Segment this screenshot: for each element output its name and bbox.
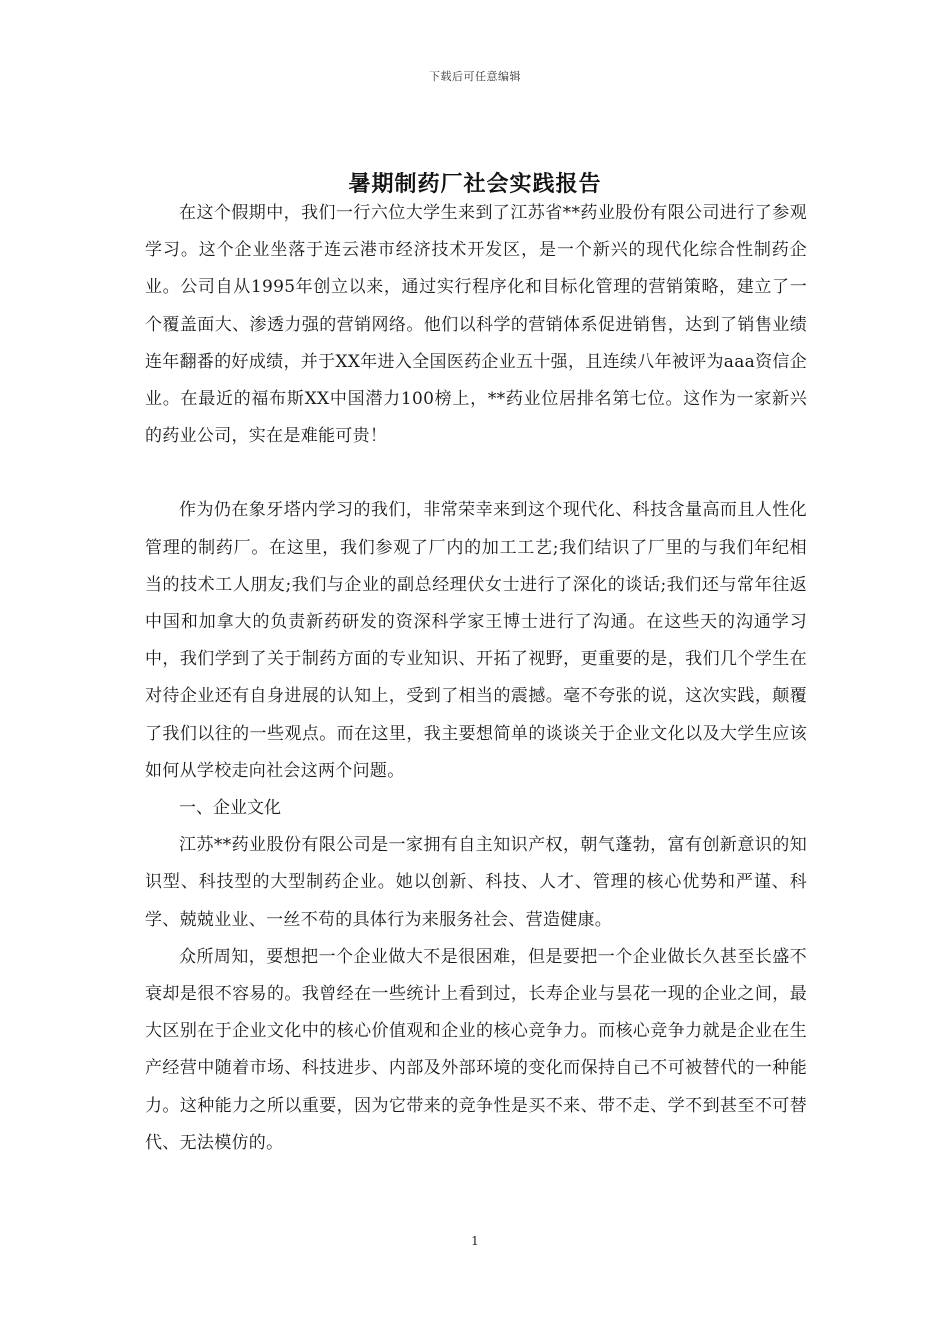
paragraph-competitiveness: 众所周知，要想把一个企业做大不是很困难，但是要把一个企业做长久甚至长盛不衰却是很不容易的。我曾经在一些统计上看到过，长寿企业与昙花一现的企业之间，最大区别在于企业文化中的核心价值观和企业的核心竞争力。而核心竞争力就是企业在生产经营中随着市场、科技进步、内部及外部环境的变化而保持自己不可被替代的一种能力。这种能力之所以重要，因为它带来的竞争性是买不来、带不走、学不到甚至不可替代、无法模仿的。 — [145, 946, 807, 1153]
section-heading-culture: 一、企业文化 — [179, 798, 281, 819]
header-note: 下载后可任意编辑 — [429, 70, 521, 83]
document-body — [145, 195, 807, 1162]
page-title: 暑期制药厂社会实践报告 — [348, 170, 602, 197]
paragraph-visit: 作为仍在象牙塔内学习的我们，非常荣幸来到这个现代化、科技含量高而且人性化管理的制药厂。在这里，我们参观了厂内的加工工艺;我们结识了厂里的与我们年纪相当的技术工人朋友;我们与企业的副总经理伏女士进行了深化的谈话;我们还与常年往返中国和加拿大的负责新药研发的资深科学家王博士进行了沟通。在这些天的沟通学习中，我们学到了关于制药方面的专业知识、开拓了视野，更重要的是，我们几个学生在对待企业还有自身进展的认知上，受到了相当的震撼。毫不夸张的说，这次实践，颠覆了我们以往的一些观点。而在这里，我主要想简单的谈谈关于企业文化以及大学生应该如何从学校走向社会这两个问题。 — [145, 500, 807, 781]
paragraph-company: 江苏**药业股份有限公司是一家拥有自主知识产权，朝气蓬勃，富有创新意识的知识型、科技型的大型制药企业。她以创新、科技、人才、管理的核心优势和严谨、科学、兢兢业业、一丝不苟的具体行为来服务社会、营造健康。 — [145, 835, 807, 930]
page-number: 1 — [471, 1234, 479, 1248]
paragraph-intro: 在这个假期中，我们一行六位大学生来到了江苏省**药业股份有限公司进行了参观学习。这个企业坐落于连云港市经济技术开发区，是一个新兴的现代化综合性制药企业。公司自从1995年创立以来，通过实行程序化和目标化管理的营销策略，建立了一个覆盖面大、渗透力强的营销网络。他们以科学的营销体系促进销售，达到了销售业绩连年翻番的好成绩，并于XX年进入全国医药企业五十强，且连续八年被评为aaa资信企业。在最近的福布斯XX中国潜力100榜上，**药业位居排名第七位。这作为一家新兴的药业公司，实在是难能可贵！ — [145, 203, 807, 447]
